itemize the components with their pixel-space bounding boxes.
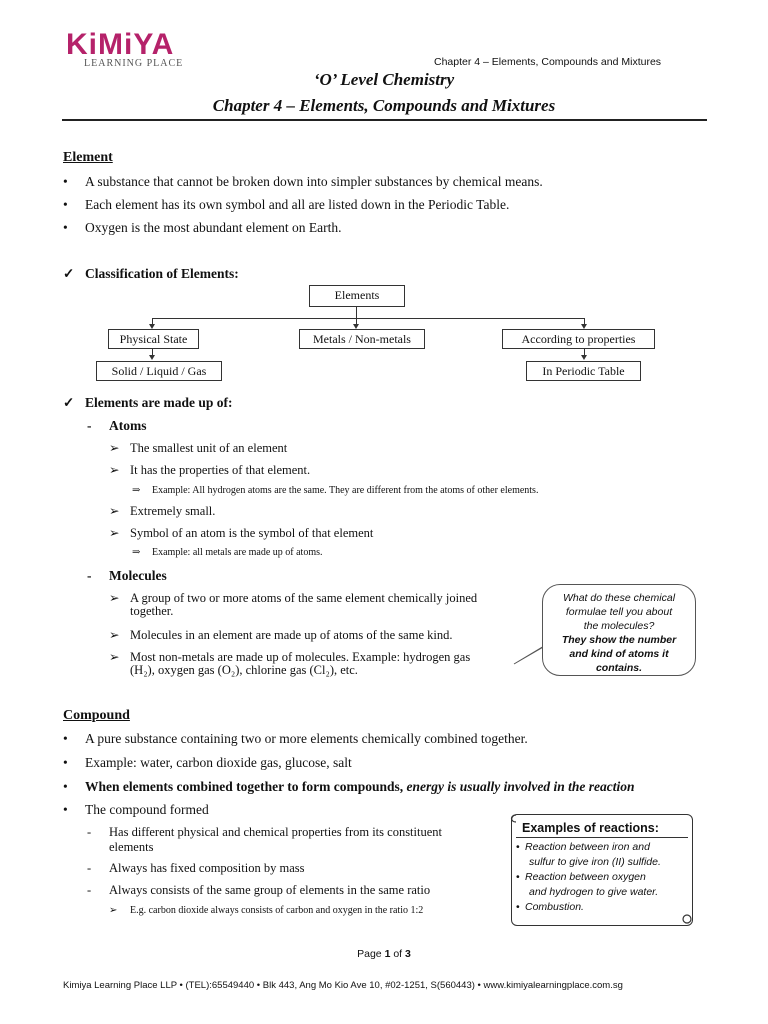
arrow-right-icon: ➢ — [109, 628, 120, 642]
diagram-elements: Elements — [309, 285, 405, 307]
logo-name: KiMiYA — [66, 28, 175, 61]
element-heading: Element — [63, 150, 113, 165]
arrow-right-icon: ➢ — [109, 905, 118, 916]
title-divider — [62, 119, 707, 121]
arrow-right-icon: ➢ — [109, 591, 120, 605]
arrow-right-icon: ➢ — [109, 504, 120, 518]
logo-subtitle: LEARNING PLACE — [84, 58, 184, 69]
reaction-item-1: • Reaction between iron and — [516, 841, 650, 853]
diagram-physical-state: Physical State — [108, 329, 199, 349]
double-arrow-icon: ⇒ — [132, 547, 141, 558]
molecules-point-1: ➢ A group of two or more atoms of the same element chemically joined — [109, 591, 478, 605]
compound-sub-3: - Always consists of the same group of elements in the same ratio — [87, 883, 431, 897]
scroll-curl-icon — [502, 806, 524, 828]
element-bullet-2: • Each element has its own symbol and all are listed down in the Periodic Table. — [63, 197, 510, 212]
compound-energy: • When elements combined together to form compounds, energy is usually involved in the reaction — [63, 779, 635, 794]
reaction-item-2: • Reaction between oxygen — [516, 871, 646, 883]
title-level: ‘O’ Level Chemistry — [313, 70, 455, 89]
compound-heading: Compound — [63, 708, 130, 723]
compound-sub-1: - Has different physical and chemical properties from its constituent — [87, 825, 443, 839]
arrow-right-icon: ➢ — [109, 526, 120, 540]
element-bullet-1: • A substance that cannot be broken down into simpler substances by chemical means. — [63, 174, 543, 189]
footer-contact: Kimiya Learning Place LLP • (TEL):65549440 • Blk 443, Ang Mo Kio Ave 10, #02-1251, S(560443) • www.kimiyalearningplace.com.sg — [63, 980, 623, 991]
arrow-down-icon — [581, 355, 587, 360]
molecules-point-3-cont: (H₂), oxygen gas (O₂), chlorine gas (Cl₂), etc. — [130, 663, 358, 677]
check-icon: ✓ — [63, 266, 75, 281]
diagram-connector — [152, 318, 584, 319]
classification-heading: ✓ Classification of Elements: — [63, 266, 239, 281]
compound-formed: • The compound formed — [63, 802, 209, 817]
reactions-title: Examples of reactions: — [516, 815, 688, 838]
logo — [66, 28, 183, 69]
callout-line-5: and kind of atoms it — [569, 648, 669, 660]
atoms-heading: - Atoms — [87, 418, 147, 433]
diagram-properties: According to properties — [502, 329, 655, 349]
diagram-connector — [356, 306, 357, 318]
atoms-example-1: ⇒ Example: All hydrogen atoms are the same. They are different from the atoms of other elements. — [132, 485, 539, 496]
molecules-point-2: ➢ Molecules in an element are made up of atoms of the same kind. — [109, 628, 453, 642]
callout-line-3: the molecules? — [583, 620, 655, 632]
arrow-right-icon: ➢ — [109, 650, 120, 664]
made-up-heading: ✓ Elements are made up of: — [63, 395, 233, 410]
callout-line-1: What do these chemical — [562, 592, 676, 604]
reaction-item-3: • Combustion. — [516, 901, 584, 913]
compound-sub-2: - Always has fixed composition by mass — [87, 861, 305, 875]
atoms-point-1: ➢ The smallest unit of an element — [109, 441, 288, 455]
arrow-right-icon: ➢ — [109, 463, 120, 477]
arrow-right-icon: ➢ — [109, 441, 120, 455]
callout-line-6: contains. — [595, 662, 643, 674]
page-number: Page 1 of 3 — [357, 948, 411, 960]
compound-bullet-1: • A pure substance containing two or more elements chemically combined together. — [63, 731, 528, 746]
atoms-example-2: ⇒ Example: all metals are made up of atoms. — [132, 547, 323, 558]
callout-line-2: formulae tell you about — [565, 606, 673, 618]
reaction-item-2-cont: and hydrogen to give water. — [529, 886, 659, 898]
reactions-scroll — [511, 814, 693, 926]
scroll-curl-icon — [676, 908, 698, 930]
callout-line-4: They show the number — [561, 634, 677, 646]
reaction-item-1-cont: sulfur to give iron (II) sulfide. — [529, 856, 661, 868]
arrow-down-icon — [149, 355, 155, 360]
atoms-point-4: ➢ Symbol of an atom is the symbol of that element — [109, 526, 374, 540]
compound-bullet-2: • Example: water, carbon dioxide gas, glucose, salt — [63, 755, 352, 770]
atoms-point-2: ➢ It has the properties of that element. — [109, 463, 311, 477]
double-arrow-icon: ⇒ — [132, 485, 141, 496]
callout-bubble — [542, 584, 696, 676]
molecules-heading: - Molecules — [87, 568, 167, 583]
title-chapter: Chapter 4 – Elements, Compounds and Mixtures — [212, 96, 556, 115]
molecules-point-3: ➢ Most non-metals are made up of molecules. Example: hydrogen gas — [109, 650, 471, 664]
compound-example: ➢ E.g. carbon dioxide always consists of carbon and oxygen in the ratio 1:2 — [109, 905, 424, 916]
header-chapter: Chapter 4 – Elements, Compounds and Mixtures — [434, 56, 662, 68]
diagram-metals: Metals / Non-metals — [299, 329, 425, 349]
element-bullet-3: • Oxygen is the most abundant element on Earth. — [63, 220, 342, 235]
diagram-periodic: In Periodic Table — [526, 361, 641, 381]
molecules-point-1-cont: together. — [130, 604, 174, 618]
compound-sub-1-cont: elements — [109, 840, 154, 854]
diagram-solid: Solid / Liquid / Gas — [96, 361, 222, 381]
reactions-list — [512, 838, 692, 915]
atoms-point-3: ➢ Extremely small. — [109, 504, 216, 518]
check-icon: ✓ — [63, 395, 75, 410]
